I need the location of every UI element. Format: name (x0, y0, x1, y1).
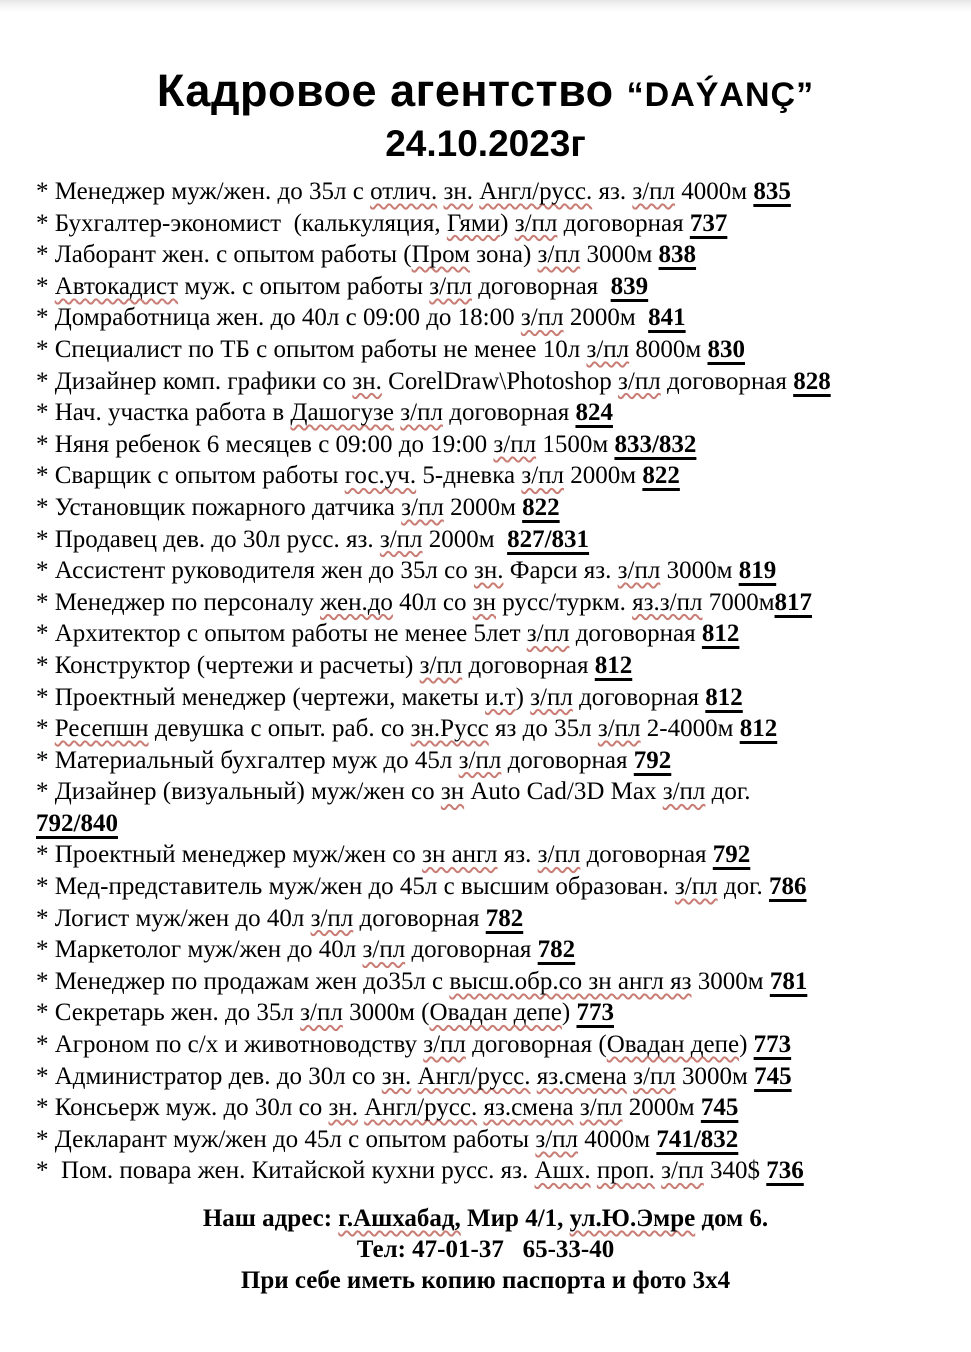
misspelled-word: и.т (485, 683, 516, 711)
vacancy-line (36, 618, 961, 650)
misspelled-word: з/пл (597, 715, 641, 743)
top-edge-shade (0, 0, 971, 13)
line-text: 2000м (564, 462, 643, 490)
phone-ext-number: 817 (774, 588, 813, 616)
phone-ext-number: 812 (594, 651, 633, 679)
brand-name: “DAÝANÇ” (626, 76, 815, 114)
vacancy-line (36, 839, 961, 871)
footer-line (0, 1234, 971, 1265)
line-text: Тел: 47-01-37 65-33-40 (356, 1236, 615, 1263)
vacancy-line (36, 1029, 961, 1061)
line-text: договорная (580, 841, 713, 869)
misspelled-word: з/пл (662, 778, 706, 806)
misspelled-word: яз.з/пл (632, 588, 703, 616)
line-text: договорная (569, 620, 702, 648)
vacancy-line (36, 997, 961, 1029)
vacancy-line (36, 808, 961, 840)
line-text: дог. (705, 778, 751, 806)
phone-ext-number: 773 (576, 999, 614, 1027)
misspelled-word: ул.Ю.Эмре (569, 1205, 696, 1232)
line-text: 3000м (675, 1062, 755, 1090)
footer (0, 1203, 971, 1296)
line-text: * Мед-представитель муж/жен до 45л с высшим образован. (36, 873, 675, 901)
line-text: 5-дневка (416, 462, 522, 490)
misspelled-word: Автокадист (54, 272, 179, 300)
line-text: Фарси яз. (503, 557, 618, 585)
line-text: 2000м (563, 304, 649, 332)
vacancy-line (36, 745, 961, 777)
vacancy-line (36, 334, 961, 366)
misspelled-word: з/пл (586, 335, 630, 363)
line-text: 3000м ( (342, 999, 430, 1027)
line-text: русс/туркм. (496, 588, 633, 616)
line-text: договорная (557, 209, 690, 237)
line-text: 2000м (622, 1094, 701, 1122)
vacancy-line (36, 776, 961, 808)
phone-ext-number: 736 (766, 1157, 804, 1185)
line-text: * Бухгалтер-экономист (калькуляция, (36, 209, 447, 237)
misspelled-word: з/пл (633, 1062, 676, 1090)
misspelled-word: яз.смена (536, 1062, 627, 1090)
misspelled-word: зн (440, 778, 465, 806)
line-text: договорная (405, 936, 538, 964)
line-text: CorelDraw\Photoshop (381, 367, 619, 395)
vacancy-line (36, 524, 961, 556)
phone-ext-number: 819 (738, 557, 777, 585)
misspelled-word: гос.уч. (344, 462, 417, 490)
line-text: * Установщик пожарного датчика (36, 493, 402, 521)
phone-ext-number: 792/840 (36, 809, 118, 837)
vacancy-line (36, 966, 961, 998)
misspelled-word: з/пл (526, 620, 570, 648)
phone-ext-number: 741/832 (656, 1125, 739, 1153)
footer-line (0, 1203, 971, 1234)
vacancy-line (36, 302, 961, 334)
misspelled-word: Овадан депе (429, 999, 562, 1027)
vacancy-line (36, 682, 961, 714)
phone-ext-number: 830 (707, 335, 745, 363)
vacancy-line (36, 429, 961, 461)
phone-ext-number: 745 (754, 1062, 792, 1090)
misspelled-word: Англ/русс. (417, 1062, 531, 1090)
line-text: * Декларант муж/жен до 45л с опытом работы (36, 1125, 536, 1153)
document-date: 24.10.2023г (385, 123, 586, 164)
line-text: * Дизайнер (визуальный) муж/жен со (36, 778, 441, 806)
vacancy-line (36, 208, 961, 240)
line-text: * Консьерж муж. до 30л со (36, 1094, 329, 1122)
line-text: * Маркетолог муж/жен до 40л (36, 936, 363, 964)
line-text: договорная (353, 904, 486, 932)
line-text: * Нач. участка работа в (36, 399, 291, 427)
misspelled-word: з/пл (632, 178, 676, 205)
vacancy-line (36, 460, 961, 492)
line-text: 4000м (675, 178, 754, 205)
misspelled-word: з/пл (362, 936, 406, 964)
misspelled-word: зн. (328, 1094, 358, 1122)
line-text: * Материальный бухгалтер муж до 45л (36, 746, 459, 774)
vacancy-list (0, 176, 971, 1187)
misspelled-word: з/пл (537, 841, 581, 869)
line-text: дог. (717, 873, 769, 901)
phone-ext-number: 828 (793, 367, 831, 395)
line-text: договорная (471, 272, 611, 300)
vacancy-line (36, 1061, 961, 1093)
phone-ext-number: 737 (689, 209, 728, 237)
misspelled-word: Ресепшн (54, 715, 149, 743)
line-text: * (36, 272, 55, 300)
vacancy-line (36, 871, 961, 903)
line-text: * Менеджер муж/жен. до 35л с (36, 178, 371, 205)
misspelled-word: з/пл (310, 904, 354, 932)
line-text: 2000м (422, 525, 508, 553)
misspelled-word: г.Ашхабад, (338, 1205, 461, 1232)
misspelled-word: отлич. (370, 178, 438, 205)
misspelled-word: Англ/русс. (479, 178, 593, 205)
phone-ext-number: 812 (739, 715, 778, 743)
line-text: 8000м (629, 335, 708, 363)
line-text: * Домработница жен. до 40л с 09:00 до 18:00 (36, 304, 521, 332)
line-text: * Сварщик с опытом работы (36, 462, 345, 490)
misspelled-word: з/пл (521, 462, 565, 490)
misspelled-word: зн. (443, 178, 473, 205)
vacancy-line (36, 397, 961, 429)
misspelled-word: з/пл (530, 683, 573, 711)
line-text: * Продавец дев. до 30л русс. яз. (36, 525, 380, 553)
line-text: Наш адрес: (202, 1205, 339, 1232)
misspelled-word: Овадан депе (606, 1031, 740, 1059)
phone-ext-number: 773 (753, 1031, 792, 1059)
misspelled-word: яз.смена (483, 1094, 574, 1122)
misspelled-word: жен.до (320, 588, 393, 616)
line-text: При себе иметь копию паспорта и фото 3x4 (240, 1267, 731, 1294)
misspelled-word: зн (472, 588, 497, 616)
vacancy-line (36, 587, 961, 619)
line-text: яз до 35л (488, 715, 598, 743)
misspelled-word: з/пл (661, 1157, 704, 1185)
misspelled-word: Англ/русс. (364, 1094, 478, 1122)
line-text: договорная (462, 651, 595, 679)
line-text: яз. (497, 841, 538, 869)
phone-ext-number: 835 (753, 178, 791, 205)
line-text: договорная (501, 746, 634, 774)
misspelled-word: з/пл (674, 873, 718, 901)
misspelled-word: з/пл (617, 557, 661, 585)
line-text: Мир 4/1, (460, 1205, 570, 1232)
misspelled-word: Ашх. (534, 1157, 591, 1185)
vacancy-line (36, 366, 961, 398)
line-text: * (36, 715, 55, 743)
line-text: 7000м (702, 588, 775, 616)
phone-ext-number: 792 (712, 841, 751, 869)
misspelled-word: з/пл (458, 746, 502, 774)
line-text: 3000м (660, 557, 739, 585)
phone-ext-number: 745 (700, 1094, 739, 1122)
line-text: * Архитектор с опытом работы не менее 5лет (36, 620, 527, 648)
line-text: девушка с опыт. раб. со (148, 715, 411, 743)
phone-ext-number: 822 (642, 462, 680, 490)
line-text: 1500м (536, 430, 615, 458)
line-text: * Секретарь жен. до 35л (36, 999, 301, 1027)
vacancy-line (36, 1124, 961, 1156)
phone-ext-number: 827/831 (507, 525, 590, 553)
line-text: муж. с опытом работы (178, 272, 430, 300)
misspelled-word: з/пл (579, 1094, 623, 1122)
phone-ext-number: 812 (705, 683, 743, 711)
vacancy-line (36, 492, 961, 524)
vacancy-line (36, 271, 961, 303)
line-text: * Конструктор (чертежи и расчеты) (36, 651, 420, 679)
line-text: ) (515, 683, 531, 711)
line-text: Auto Cad/3D Max (464, 778, 663, 806)
vacancy-line (36, 650, 961, 682)
vacancy-line (36, 1155, 961, 1187)
line-text: дом 6. (695, 1205, 769, 1232)
line-text: * Агроном по с/х и животноводству (36, 1031, 424, 1059)
line-text: зона) (470, 241, 538, 269)
line-text: * Пом. повара жен. Китайской кухни русс. яз. (36, 1157, 535, 1185)
misspelled-word: зн. (473, 557, 504, 585)
misspelled-word: Пром (411, 241, 470, 269)
line-text: ) (739, 1031, 754, 1059)
line-text: * Проектный менеджер (чертежи, макеты (36, 683, 485, 711)
phone-ext-number: 782 (485, 904, 524, 932)
misspelled-word: з/пл (401, 493, 444, 521)
line-text: * Няня ребенок 6 месяцев с 09:00 до 19:00 (36, 430, 494, 458)
line-text: 2-4000м (640, 715, 740, 743)
agency-name: Кадровое агентство (156, 65, 614, 116)
line-text: яз. (592, 178, 633, 205)
phone-ext-number: 822 (522, 493, 560, 521)
line-text: * Менеджер по персоналу (36, 588, 321, 616)
misspelled-word: з/пл (520, 304, 564, 332)
phone-ext-number: 812 (701, 620, 740, 648)
line-text: * Лаборант жен. с опытом работы ( (36, 241, 412, 269)
misspelled-word: зн. (352, 367, 382, 395)
phone-ext-number: 782 (537, 936, 576, 964)
line-text: ) (500, 209, 515, 237)
line-text: * Проектный менеджер муж/жен со (36, 841, 423, 869)
misspelled-word: з/пл (423, 1031, 466, 1059)
line-text: * Администратор дев. до 30л со (36, 1062, 382, 1090)
footer-line (0, 1265, 971, 1296)
misspelled-word: з/пл (618, 367, 661, 395)
line-text: договорная (572, 683, 706, 711)
vacancy-line (36, 934, 961, 966)
phone-ext-number: 781 (769, 967, 808, 995)
line-text: * Логист муж/жен до 40л (36, 904, 311, 932)
line-text: договорная (660, 367, 794, 395)
page-title (0, 65, 971, 121)
line-text: * Специалист по ТБ с опытом работы не менее 10л (36, 335, 587, 363)
vacancy-line (36, 1092, 961, 1124)
phone-ext-number: 824 (575, 399, 613, 427)
misspelled-word: з/пл (400, 399, 443, 427)
vacancy-line (36, 239, 961, 271)
misspelled-word: Дашогузе (290, 399, 395, 427)
phone-ext-number: 792 (633, 746, 672, 774)
misspelled-word: высш.обр.со зн англ яз (449, 967, 692, 995)
line-text: * Ассистент руководителя жен до 35л со (36, 557, 474, 585)
line-text: 2000м (443, 493, 523, 521)
vacancy-line (36, 903, 961, 935)
line-text: * Менеджер по продажам жен до35л с (36, 967, 450, 995)
line-text: договорная ( (465, 1031, 607, 1059)
misspelled-word: Гями (446, 209, 501, 237)
misspelled-word: з/пл (419, 651, 463, 679)
phone-ext-number: 786 (769, 873, 807, 901)
line-text: 340$ (703, 1157, 767, 1185)
vacancy-line (36, 713, 961, 745)
line-text: 4000м (578, 1125, 657, 1153)
vacancy-line (36, 176, 961, 208)
misspelled-word: з/пл (429, 272, 472, 300)
phone-ext-number: 839 (610, 272, 649, 300)
misspelled-word: з/пл (379, 525, 423, 553)
misspelled-word: зн.Русс (410, 715, 489, 743)
misspelled-word: з/пл (535, 1125, 579, 1153)
misspelled-word: з/пл (300, 999, 343, 1027)
misspelled-word: зн. (381, 1062, 412, 1090)
misspelled-word: з/пл (514, 209, 558, 237)
misspelled-word: з/пл (537, 241, 581, 269)
line-text: 3000м (691, 967, 770, 995)
misspelled-word: з/пл (493, 430, 537, 458)
line-text: 3000м (580, 241, 659, 269)
misspelled-word: зн англ (422, 841, 498, 869)
line-text: 40л со (392, 588, 473, 616)
line-text: ) (561, 999, 577, 1027)
phone-ext-number: 838 (658, 241, 697, 269)
phone-ext-number: 833/832 (614, 430, 697, 458)
misspelled-word: проп. (596, 1157, 655, 1185)
line-text: договорная (442, 399, 576, 427)
line-text: * Дизайнер комп. графики со (36, 367, 353, 395)
phone-ext-number: 841 (648, 304, 686, 332)
vacancy-line (36, 555, 961, 587)
